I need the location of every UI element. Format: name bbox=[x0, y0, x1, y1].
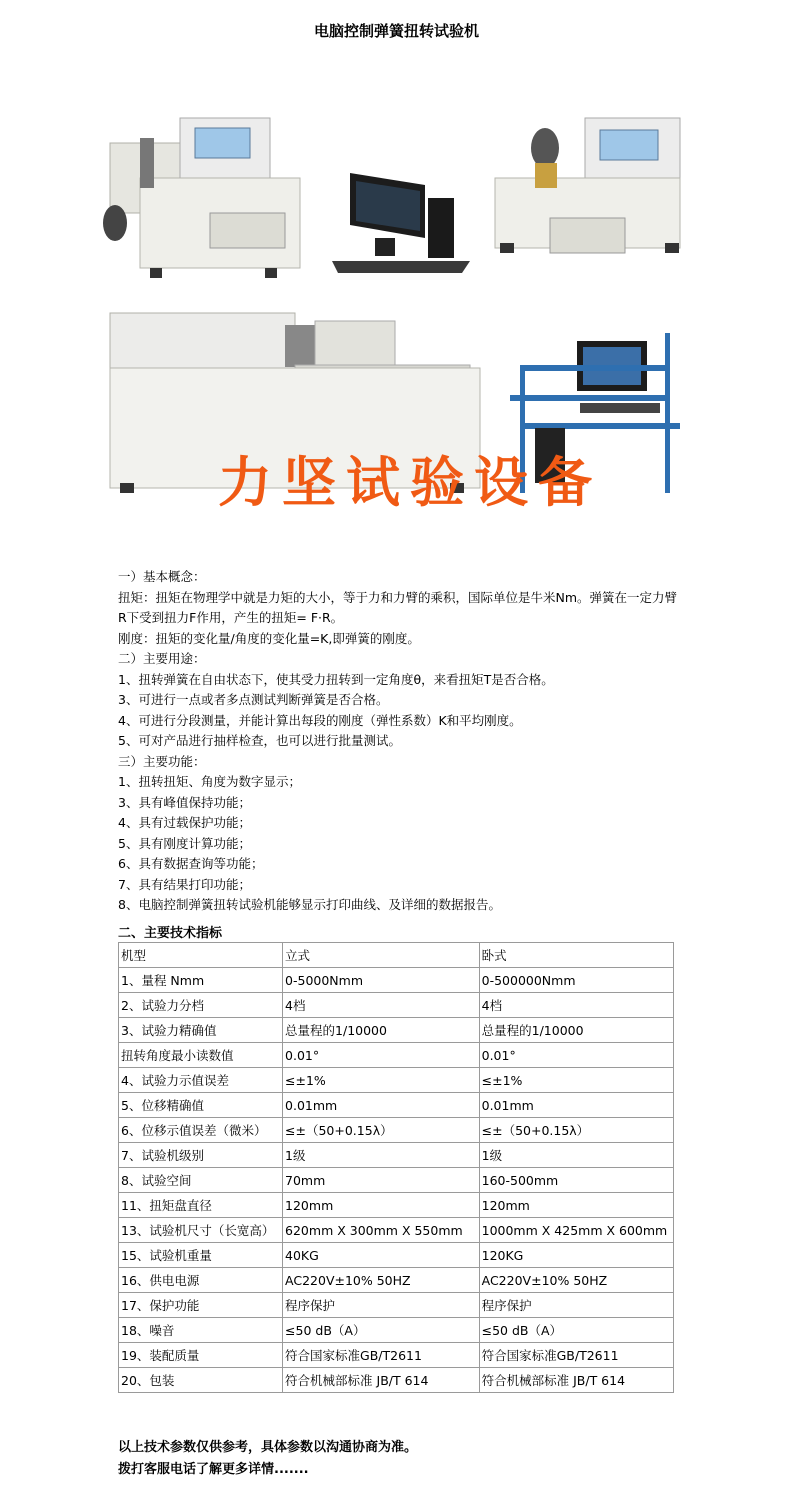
table-cell: 机型 bbox=[119, 943, 283, 968]
footer-note bbox=[118, 1437, 417, 1481]
intro-line: 1、扭转弹簧在自由状态下，使其受力扭转到一定角度θ，来看扭矩T是否合格。 bbox=[118, 671, 554, 687]
table-cell: 8、试验空间 bbox=[119, 1168, 283, 1193]
table-cell: 符合机械部标准 JB/T 614 bbox=[283, 1368, 480, 1393]
table-row bbox=[119, 1193, 674, 1218]
table-cell: 3、试验力精确值 bbox=[119, 1018, 283, 1043]
footer-line-contact: 拨打客服电话了解更多详情....... bbox=[118, 1462, 309, 1477]
table-cell: 11、扭矩盘直径 bbox=[119, 1193, 283, 1218]
table-cell: 1、量程 Nmm bbox=[119, 968, 283, 993]
intro-line: 一）基本概念： bbox=[118, 569, 206, 584]
intro-line: 5、具有刚度计算功能； bbox=[118, 835, 251, 851]
table-cell: ≤50 dB（A） bbox=[479, 1318, 673, 1343]
intro-line: 6、具有数据查询等功能； bbox=[118, 856, 264, 871]
intro-line: 8、电脑控制弹簧扭转试验机能够显示打印曲线、及详细的数据报告。 bbox=[118, 897, 501, 912]
table-cell: 2、试验力分档 bbox=[119, 993, 283, 1018]
specs-heading: 二、主要技术指标 bbox=[118, 926, 223, 941]
table-row bbox=[119, 1268, 674, 1293]
table-row bbox=[119, 1343, 674, 1368]
table-cell: 0-500000Nmm bbox=[479, 968, 673, 993]
table-row bbox=[119, 1368, 674, 1393]
table-cell: 120KG bbox=[479, 1243, 673, 1268]
footer-line-disclaimer: 以上技术参数仅供参考，具体参数以沟通协商为准。 bbox=[118, 1440, 418, 1455]
table-cell: AC220V±10% 50HZ bbox=[479, 1268, 673, 1293]
table-cell: 立式 bbox=[283, 943, 480, 968]
table-cell: 13、试验机尺寸（长宽高） bbox=[119, 1218, 283, 1243]
table-cell: 5、位移精确值 bbox=[119, 1093, 283, 1118]
table-row bbox=[119, 1118, 674, 1143]
table-cell: 20、包装 bbox=[119, 1368, 283, 1393]
intro-line: 3、具有峰值保持功能； bbox=[118, 794, 251, 810]
table-cell: 卧式 bbox=[479, 943, 673, 968]
table-cell: 总量程的1/10000 bbox=[283, 1018, 480, 1043]
table-cell: AC220V±10% 50HZ bbox=[283, 1268, 480, 1293]
table-cell: 70mm bbox=[283, 1168, 480, 1193]
intro-line: 扭矩：扭矩在物理学中就是力矩的大小，等于力和力臂的乘积，国际单位是牛米Nm。弹簧在一定力臂R下受到扭力F作用，产生的扭矩= F·R。 bbox=[118, 589, 678, 625]
table-row bbox=[119, 1293, 674, 1318]
table-row bbox=[119, 1143, 674, 1168]
table-row bbox=[119, 1093, 674, 1118]
table-row bbox=[119, 1043, 674, 1068]
intro-line: 刚度：扭矩的变化量/角度的变化量=K,即弹簧的刚度。 bbox=[118, 630, 420, 646]
table-cell: 0.01° bbox=[479, 1043, 673, 1068]
table-cell: 120mm bbox=[479, 1193, 673, 1218]
brand-watermark: 力坚试验设备 bbox=[218, 450, 602, 514]
table-cell: 总量程的1/10000 bbox=[479, 1018, 673, 1043]
table-cell: 15、试验机重量 bbox=[119, 1243, 283, 1268]
table-cell: 7、试验机级别 bbox=[119, 1143, 283, 1168]
specs-table bbox=[118, 942, 674, 1393]
intro-line: 7、具有结果打印功能； bbox=[118, 876, 251, 892]
table-cell: ≤50 dB（A） bbox=[283, 1318, 480, 1343]
table-cell: 符合国家标准GB/T2611 bbox=[479, 1343, 673, 1368]
table-cell: 4档 bbox=[479, 993, 673, 1018]
intro-text bbox=[118, 567, 678, 916]
table-cell: 扭转角度最小读数值 bbox=[119, 1043, 283, 1068]
intro-line: 4、可进行分段测量，并能计算出每段的刚度（弹性系数）K和平均刚度。 bbox=[118, 712, 522, 728]
table-cell: 19、装配质量 bbox=[119, 1343, 283, 1368]
table-row bbox=[119, 943, 674, 968]
table-cell: ≤±（50+0.15λ） bbox=[479, 1118, 673, 1143]
table-cell: 4、试验力示值误差 bbox=[119, 1068, 283, 1093]
table-cell: 16、供电电源 bbox=[119, 1268, 283, 1293]
table-cell: 0.01mm bbox=[283, 1093, 480, 1118]
table-cell: 1000mm X 425mm X 600mm bbox=[479, 1218, 673, 1243]
table-cell: 1级 bbox=[479, 1143, 673, 1168]
intro-line: 1、扭转扭矩、角度为数字显示； bbox=[118, 774, 301, 789]
table-cell: 程序保护 bbox=[283, 1293, 480, 1318]
table-row bbox=[119, 1243, 674, 1268]
intro-line: 3、可进行一点或者多点测试判断弹簧是否合格。 bbox=[118, 692, 389, 707]
table-cell: 40KG bbox=[283, 1243, 480, 1268]
table-row bbox=[119, 1218, 674, 1243]
table-cell: 0-5000Nmm bbox=[283, 968, 480, 993]
table-cell: 符合国家标准GB/T2611 bbox=[283, 1343, 480, 1368]
intro-line: 三）主要功能： bbox=[118, 753, 206, 769]
intro-line: 二）主要用途： bbox=[118, 651, 206, 666]
table-row bbox=[119, 993, 674, 1018]
table-cell: 程序保护 bbox=[479, 1293, 673, 1318]
table-cell: 符合机械部标准 JB/T 614 bbox=[479, 1368, 673, 1393]
table-row bbox=[119, 1068, 674, 1093]
table-row bbox=[119, 1318, 674, 1343]
table-cell: 17、保护功能 bbox=[119, 1293, 283, 1318]
intro-line: 5、可对产品进行抽样检查，也可以进行批量测试。 bbox=[118, 733, 401, 748]
table-cell: 120mm bbox=[283, 1193, 480, 1218]
table-cell: 4档 bbox=[283, 993, 480, 1018]
table-row bbox=[119, 1018, 674, 1043]
table-cell: 6、位移示值误差（微米） bbox=[119, 1118, 283, 1143]
table-cell: ≤±1% bbox=[479, 1068, 673, 1093]
table-row bbox=[119, 968, 674, 993]
table-cell: 0.01° bbox=[283, 1043, 480, 1068]
table-cell: 620mm X 300mm X 550mm bbox=[283, 1218, 480, 1243]
intro-line: 4、具有过载保护功能； bbox=[118, 815, 251, 830]
table-cell: ≤±（50+0.15λ） bbox=[283, 1118, 480, 1143]
table-cell: 1级 bbox=[283, 1143, 480, 1168]
table-cell: 18、噪音 bbox=[119, 1318, 283, 1343]
table-cell: 160-500mm bbox=[479, 1168, 673, 1193]
table-cell: 0.01mm bbox=[479, 1093, 673, 1118]
page-title: 电脑控制弹簧扭转试验机 bbox=[313, 22, 479, 40]
table-row bbox=[119, 1168, 674, 1193]
table-cell: ≤±1% bbox=[283, 1068, 480, 1093]
